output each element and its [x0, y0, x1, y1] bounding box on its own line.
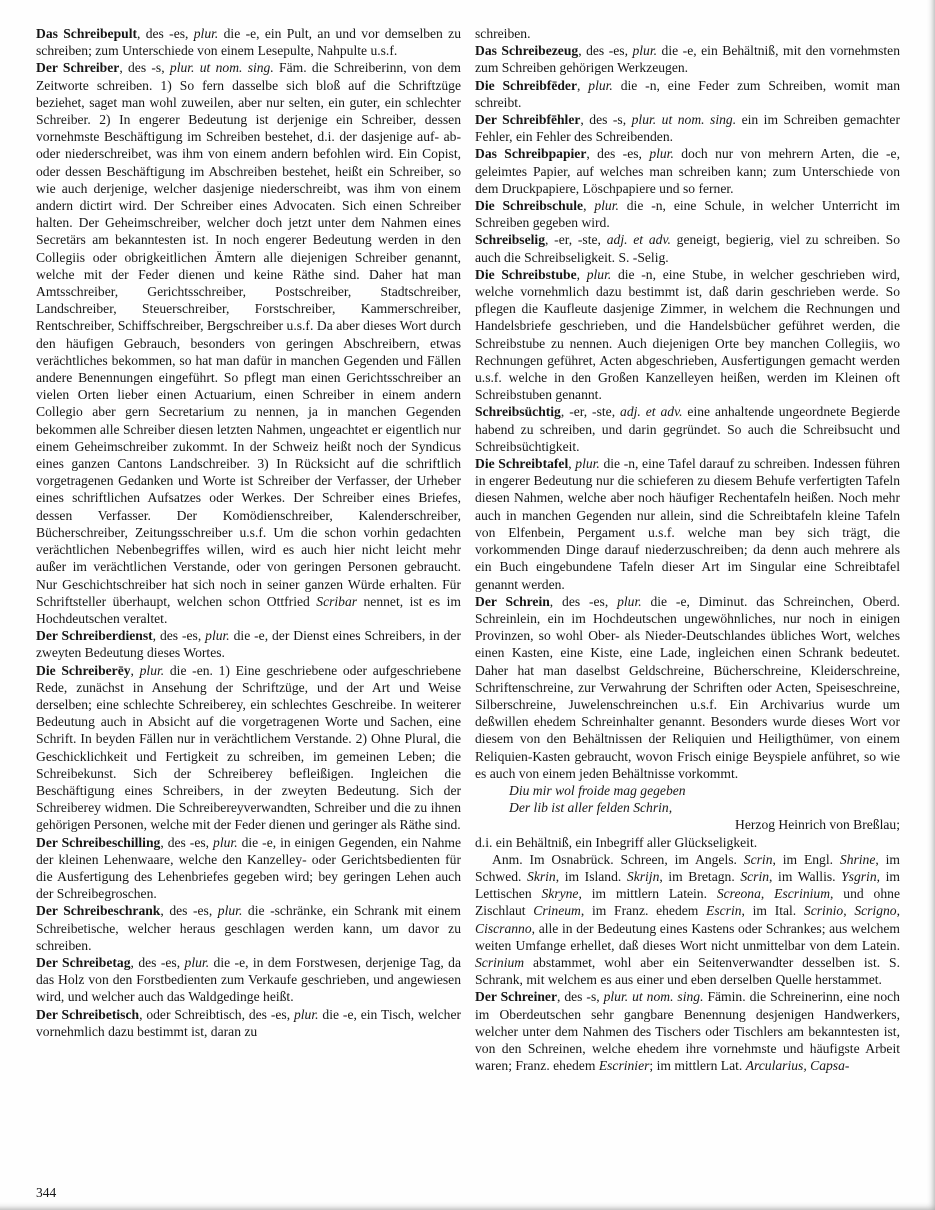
entry-paragraph	[475, 403, 900, 455]
text-segment: , des -es,	[130, 954, 185, 970]
text-segment: nennet, ist es im Hochdeutschen veraltet.	[36, 593, 461, 626]
text-segment: Scrin	[740, 868, 770, 884]
text-segment: ,	[568, 456, 576, 472]
text-segment: , des -es,	[137, 26, 194, 41]
headword: Der Schreibetisch	[36, 1006, 140, 1022]
entry-paragraph	[475, 77, 900, 111]
text-segment: die -e, in einigen Gegenden, ein Nahme der kleinen Lehenwaare, welche den Kanzelley- oder Gerichtsbedienten für die Ausfertigung des Lehenbriefes gegeben wird; bey geringen Lehen auch der Schreibegroschen.	[36, 834, 462, 902]
text-segment: , im Lettischen	[475, 868, 900, 902]
text-segment: Arcularius, Capsa-	[745, 1058, 850, 1074]
text-segment: geneigt, begierig, viel zu schreiben. So auch die Schreibseligkeit. S. -Selig.	[475, 232, 900, 265]
text-segment: Anm. Im Osnabrück. Schreen, im Angels.	[492, 851, 744, 867]
text-segment: , des -s,	[556, 989, 604, 1005]
entry-paragraph	[475, 231, 900, 265]
text-segment: ,	[130, 662, 140, 678]
headword: Das Schreibpapier	[475, 146, 587, 162]
entry-paragraph	[475, 816, 900, 833]
text-segment: die -n, eine Feder zum Schreiben, womit man schreibt.	[475, 77, 900, 110]
headword: Schreibselig	[475, 232, 545, 248]
text-segment: , im Franz. ehedem	[580, 903, 707, 919]
text-segment: , des -es,	[160, 834, 214, 850]
text-segment: plur.	[632, 43, 658, 59]
text-segment: , oder Schreibtisch, des -es,	[139, 1006, 294, 1022]
entry-paragraph	[509, 799, 900, 816]
text-segment: , im Island.	[555, 868, 627, 884]
text-segment: plur.	[594, 198, 619, 214]
text-segment: , im Schwed.	[475, 851, 900, 884]
text-segment: d.i. ein Behältniß, ein Inbegriff aller Glückseligkeit.	[475, 834, 758, 850]
text-segment: , -er, -ste,	[545, 232, 607, 248]
text-segment: abstammet, wohl aber ein Seitenverwandter desselben ist. S. Schrank, mit welchem es aus einer und eben derselben Quelle herstammet.	[475, 954, 900, 988]
text-segment: ,	[576, 266, 587, 282]
text-segment: Screona	[716, 886, 761, 902]
text-segment: , im Wallis.	[769, 868, 842, 884]
text-segment: adj. et adv.	[606, 232, 671, 248]
headword: Der Schreibeschrank	[36, 903, 161, 919]
text-segment: die -e, der Dienst eines Schreibers, in der zweyten Bedeutung dieses Wortes.	[36, 628, 461, 661]
entry-paragraph	[36, 59, 461, 627]
text-segment: Scrigno	[854, 903, 897, 919]
headword: Der Schreibetag	[36, 954, 131, 970]
text-segment: ,	[843, 903, 855, 919]
text-segment: die -n, eine Schule, in welcher Unterricht im Schreiben gegeben wird.	[475, 198, 900, 231]
text-segment: plur.	[139, 662, 165, 678]
text-segment: die -schränke, ein Schrank mit einem Schreibetische, welcher heraus geschlagen werden kann, um davor zu schreiben.	[36, 903, 461, 953]
text-segment: Der lib ist aller felden Schrin,	[509, 800, 673, 816]
text-segment: die -en. 1) Eine geschriebene oder aufgeschriebene Rede, zunächst in Ansehung der Schriftzüge, und der Art und Weise derselben; eine schlechte Schreiberey, ein schlechtes Geschreibe. In weiterer Bedeutung auch in Absicht auf die vorgetragenen Worte und Sachen, eine Schrift. In beyden Fällen nur in verächtlichem Verstande. 2) Ohne Plural, die Geschicklichkeit und Fertigkeit zu schreiben, im gemeinen Leben; die Schreibekunst. Sich der Schreiberey befleißigen. Ingleichen die Beschäftigung eines Schreibers, in der zweyten Bedeutung. Sich der Schreiberey widmen. Die Schreibereyverwandten, Schreiber und die zu ihnen gehörigen Personen, welche mit der Feder dienen und geringer als Räthe sind.	[36, 662, 462, 833]
headword: Schreibsüchtig	[475, 404, 561, 420]
text-segment: plur.	[213, 834, 238, 850]
text-segment: Crineum	[533, 903, 581, 919]
text-segment: die -n, eine Tafel darauf zu schreiben. Indessen führen in engerer Bedeutung nur die schieferen zu diesem Behufe verfertigten Tafeln diesen Nahmen, welche aber noch häufiger Rechentafeln heißen. Noch mehr auch in manchen Gegenden nur allein, sind die Schreibtafeln kleine Tafeln von Elfenbein, Pergament u.s.f. welche man bey sich trägt, die vorkommenden Dinge darauf niederzuschreiben; da denn auch mehrere als ein Buch eingebundene Tafeln dieser Art im Singular eine Schreibtafel genannt werden.	[475, 456, 901, 592]
text-segment: , im mittlern Latein.	[578, 886, 717, 902]
text-segment: , im Ital.	[741, 903, 804, 919]
headword: Der Schreibeschilling	[36, 834, 161, 850]
text-segment: schreiben.	[475, 26, 531, 41]
text-segment: , im Bretagn.	[659, 868, 741, 884]
headword: Die Schreibstube	[475, 266, 577, 282]
headword: Der Schrein	[475, 593, 550, 609]
text-segment: Shrine	[839, 851, 876, 867]
text-segment: plur.	[184, 954, 210, 970]
text-segment: Scrinium	[475, 954, 525, 970]
entry-paragraph	[475, 988, 900, 1074]
entry-paragraph	[475, 25, 900, 42]
entry-paragraph	[475, 42, 900, 76]
headword: Das Schreibezeug	[475, 43, 579, 59]
entry-paragraph	[36, 25, 461, 59]
text-segment: Diu mir wol froide mag gegeben	[509, 782, 686, 798]
text-segment: die -e, ein Pult, an und vor demselben zu schreiben; zum Unterschiede von einem Lesepulte, Nahpulte u.s.f.	[36, 26, 462, 59]
headword: Die Schreibfēder	[475, 77, 577, 93]
text-segment: ,	[896, 903, 901, 919]
headword: Die Schreibschule	[475, 198, 584, 214]
entry-paragraph	[475, 593, 900, 782]
text-segment: , alle in der Bedeutung eines Kastens oder Schrankes; aus welchem weiten Umfange erhellet, daß dieses Wort nicht unmittelbar von dem Latein.	[475, 920, 900, 953]
text-segment: adj. et adv.	[620, 404, 683, 420]
text-segment: plur. ut nom. sing.	[631, 112, 737, 128]
text-segment: doch nur von mehrern Arten, die -e, geleimtes Papier, auf welches man schreiben kann; zum Unterschiede von dem Druckpapiere, Löschpapiere und so ferner.	[475, 146, 900, 196]
text-segment: plur. ut nom. sing.	[603, 989, 704, 1005]
headword: Der Schreibfēhler	[475, 112, 581, 128]
entry-paragraph	[475, 455, 900, 593]
text-segment: , des -s,	[119, 60, 170, 76]
entry-paragraph	[475, 145, 900, 197]
text-segment: die -e, Diminut. das Schreinchen, Oberd. Schreinlein, ein im Hochdeutschen ungewöhnliches, nur noch in einigen Provinzen, so wohl Ober- als Nieder-Deutschlandes übliches Wort, welches einen Kasten, eine Kiste, eine Lade, ingleichen einen Schrank bedeutet. Daher hat man daselbst Geldschreine, Bücherschreine, Kleiderschreine, Schriftenschreine, zur Verwahrung der Schriften oder Acten, Speiseschreine, Silberschreine, Juwelenschreinchen u.s.f. Ein Archivarius wurde um deßwillen ehedem Schreinhalter genannt. Besonders wurde dieses Wort vor diesem von den Behältnissen der Reliquien und Heiligthümer, von einem Reliquien-Kasten gebraucht, wovon Frisch einige Beyspiele anführet, so wie es auch von einem jeden Behältnisse vorkommt.	[475, 593, 901, 781]
page-number: 344	[36, 1185, 57, 1200]
text-segment: , des -s,	[580, 112, 632, 128]
text-segment: plur.	[649, 146, 674, 162]
text-segment: die -e, ein Tisch, welcher vornehmlich dazu bestimmt ist, daran zu	[36, 1006, 462, 1039]
left-column	[36, 25, 461, 1074]
text-segment: , des -es,	[578, 43, 633, 59]
text-segment: Skrijn	[626, 868, 660, 884]
text-segment: , -er, -ste,	[560, 404, 621, 420]
text-segment: Ciscranno	[475, 920, 532, 936]
headword: Der Schreiner	[475, 989, 557, 1005]
text-segment: ,	[760, 886, 775, 902]
entry-paragraph	[475, 266, 900, 404]
entry-paragraph	[36, 662, 461, 834]
text-segment: Ysgrin	[841, 868, 877, 884]
text-segment: plur.	[205, 628, 230, 644]
text-segment: , des -es,	[152, 628, 206, 644]
text-segment: Escrin	[706, 903, 742, 919]
text-segment: Skryne	[541, 886, 579, 902]
text-segment: eine anhaltende ungeordnete Begierde habend zu schreiben, und darin gegründet. So auch die Schreibsucht und Schreibsüchtigkeit.	[475, 404, 900, 454]
headword: Der Schreiber	[36, 60, 120, 76]
entry-paragraph	[36, 834, 461, 903]
text-segment: plur.	[586, 266, 612, 282]
text-segment: Skrin	[527, 868, 556, 884]
text-segment: Escrinium	[774, 886, 831, 902]
text-segment: plur.	[217, 903, 243, 919]
entry-paragraph	[475, 197, 900, 231]
entry-paragraph	[36, 627, 461, 661]
text-segment: ; im mittlern Lat.	[649, 1058, 746, 1074]
headword: Die Schreiberēy	[36, 662, 131, 678]
right-column	[475, 25, 900, 1074]
headword: Die Schreibtafel	[475, 456, 569, 472]
text-segment: Fämin. die Schreinerinn, eine noch im Oberdeutschen sehr gangbare Benennung desjenigen Handwerkers, welcher unter dem Nahmen des Tischers oder Tischlers am bekanntesten ist, von den Schreinen, welche ehedem ihre vornehmste und häufigste Arbeit waren; Franz. ehedem	[475, 989, 900, 1074]
text-segment: ,	[577, 77, 589, 93]
text-segment: , und ohne Zischlaut	[475, 886, 900, 919]
entry-paragraph	[36, 954, 461, 1006]
text-segment: Scrin	[743, 851, 773, 867]
text-segment: Scribar	[316, 593, 358, 609]
text-segment: , des -es,	[549, 593, 618, 609]
text-segment: ein im Schreiben gemachter Fehler, ein Fehler des Schreibenden.	[475, 112, 900, 145]
text-segment: plur.	[293, 1006, 319, 1022]
text-segment: , im Engl.	[772, 851, 840, 867]
text-segment: die -e, ein Behältniß, mit den vornehmsten zum Schreiben gehörigen Werkzeugen.	[475, 43, 900, 76]
entry-paragraph	[36, 1006, 461, 1040]
entry-paragraph	[36, 902, 461, 954]
text-segment: Scrinio	[803, 903, 844, 919]
text-segment: plur.	[193, 26, 219, 41]
text-segment: plur. ut nom. sing.	[169, 60, 274, 76]
text-segment: Escrinier	[598, 1058, 650, 1074]
entry-paragraph	[475, 111, 900, 145]
text-segment: Herzog Heinrich von Breßlau;	[735, 817, 900, 833]
entry-paragraph	[475, 834, 900, 851]
text-segment: die -n, eine Stube, in welcher geschrieben wird, welche vornehmlich dazu bestimmt ist, daß darin geschrieben werde. So pflegen die Kaufleute dasjenige Zimmer, in welchem die Rechnungen und Handelsbriefe geschrieben, und die Handelsbücher geführet werden, die Schreibstube zu nennen. Auch diejenigen Orte bey manchen Collegiis, wo Rechnungen geführet, Acten abgeschrieben, Ausfertigungen gemacht werden u.s.f. welche in den Großen Kanzelleyen heißen, werden im Kleinen oft Schreibstuben genannt.	[475, 266, 901, 403]
text-segment: plur.	[575, 456, 600, 472]
text-segment: , des -es,	[586, 146, 650, 162]
entry-paragraph	[475, 851, 900, 989]
text-segment: plur.	[588, 77, 613, 93]
headword: Das Schreibepult	[36, 26, 137, 41]
text-segment: , des -es,	[160, 903, 218, 919]
text-segment: Fäm. die Schreiberinn, von dem Zeitworte schreiben. 1) So fern dasselbe sich bloß auf die Schriftzüge beziehet, saget man wohl zuweilen, aber nur selten, ein guter, ein schlechter Schreiber. 2) In engerer Bedeutung ist derjenige ein Schreiber, dessen vornehmste Beschäftigung im Schreiben bestehet, d.i. der dasjenige auf- ab- oder niederschreibet, was ihm von einem andern befohlen wird. Ein Copist, oder dessen Beschäftigung im Abschreiben bestehet, heißt ein Schreiber, so wie auch derjenige, welcher dasjenige niederschreibt, was ihm von einem andern dictirt wird. Der Schreiber eines Advocaten. Sich einen Schreiber halten. Der Geheimschreiber, welcher doch jetzt unter dem Nahmen eines Secretärs am bekanntesten ist. In noch engerer Bedeutung werden in den Collegiis oder obrigkeitlichen Ämtern alle diejenigen Schreiber genannt, welche mit der Feder dienen und keine Räthe sind. Daher hat man Amtsschreiber, Gerichtsschreiber, Postschreiber, Stadtschreiber, Landschreiber, Steuerschreiber, Forstschreiber, Kammerschreiber, Rentschreiber, Schiffschreiber, Bergschreiber u.s.f. Da aber dieses Wort durch den häufigen Gebrauch, besonders von geringen Abschreibern, etwas verächtliches bekommen, so hat man dafür in manchen Gegenden und Fällen andere Benennungen eingeführt. So pflegt man einen Gerichtsschreiber an vielen Orten lieber einen Actuarium, einen Schreiber in einem andern Collegio aber gern Secretarium zu nennen, ja in manchen Gegenden bekommen alle Schreiber diesen letzten Nahmen, ungeachtet er eigentlich nur einem Geheimschreiber zukommt. In der Schweiz heißt noch der Syndicus eines ganzen Cantons Landschreiber. 3) In Rücksicht auf die schriftlich vorgetragenen Gedanken und Worte ist Schreiber der Verfasser, der Urheber eines schriftlichen Aufsatzes oder Werkes. Der Schreiber eines Briefes, dessen Verfasser. Der Komödienschreiber, Kalenderschreiber, Bücherschreiber, Zeitungsschreiber u.s.f. Um die schon vorhin gedachten verächtlichen Nebenbegriffes willen, wird es auch hier nicht leicht mehr außer im verächtlichen Verstande, oder von geringen Personen gebraucht. Nur Geschichtschreiber hat sich noch in seiner ganzen Würde erhalten. Für Schriftsteller überhaupt, welchen schon Ottfried	[36, 60, 461, 609]
text-segment: die -e, in dem Forstwesen, derjenige Tag, da das Holz von den Forstbedienten zum Verkaufe geschrieben, und angewiesen wird, und welcher auch das Waldgedinge heißt.	[36, 954, 462, 1005]
text-segment: plur.	[617, 593, 642, 609]
headword: Der Schreiberdienst	[36, 628, 153, 644]
entry-paragraph	[509, 782, 900, 799]
text-segment: ,	[583, 198, 595, 214]
